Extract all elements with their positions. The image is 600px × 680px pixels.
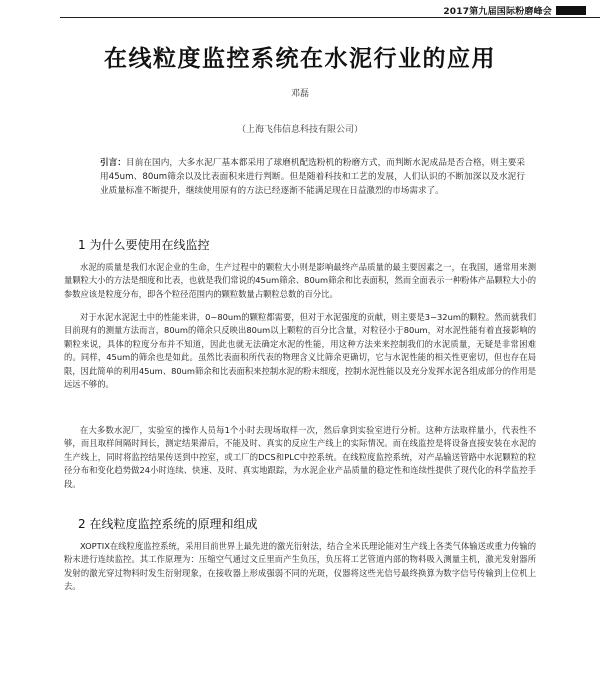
section-heading-1: 1 为什么要使用在线监控 <box>78 238 210 252</box>
section-heading-2: 2 在线粒度监控系统的原理和组成 <box>78 517 258 531</box>
running-header-text: 2017第九届国际粉磨峰会 <box>443 7 552 17</box>
abstract <box>100 156 525 199</box>
section-1-paragraph-1: 水泥的质量是我们水泥企业的生命，生产过程中的颗粒大小则是影响最终产品质量的最主要因素之一，在我国，通常用来测量颗粒大小的方法是细度和比表，也就是我们常说的45um筛余、80um筛余和比表面积，然而全面表示一种粉体产品颗粒大小的参数应该是粒度分布，即各个粒径范围内的颗粒数量占颗粒总数的百分比。 <box>64 262 536 299</box>
article-affiliation: （上海飞伟信息科技有限公司） <box>236 125 363 135</box>
article-author: 邓磊 <box>290 89 309 99</box>
section-1-paragraph-2: 对于水泥水泥泥土中的性能来讲，0~80um的颗粒都需要，但对于水泥强度的贡献，则主要是3~32um的颗粒。然而就我们目前现有的测量方法而言，80um的筛余只反映出80um以上颗粒的百分比含量，对粒径小于80um，对水泥性能有着直接影响的颗粒来说，具体的粒度分布并不知道，因此也就无法确定水泥的性能，用这种方法来来控制我们的水泥质量，无疑是非常困难的。同样，45um的筛余也是如此。虽然比表面积所代表的物理含义比筛余更确切，它与水泥性能的相关性更密切，但也存在局限，因此简单的利用45um、80um筛余和比表面积来控制水泥的粉末细度，控制水泥性能以及充分发挥水泥各组成部分的作用是远远不够的。 <box>64 312 536 390</box>
article-title: 在线粒度监控系统在水泥行业的应用 <box>104 46 496 72</box>
abstract-label: 引言： <box>100 158 127 168</box>
header-block-mark <box>556 6 586 15</box>
abstract-text: 目前在国内，大多水泥厂基本都采用了球磨机配选粉机的粉磨方式，而判断水泥成品是否合格，则主要采用45um、80um筛余以及比表面积来进行判断。但是随着科技和工艺的发展，人们认识的不断加深以及水泥行业质量标准不断提升，继续使用原有的方法已经逐渐不能满足现在日益激烈的市场需求了。 <box>100 158 525 197</box>
header-rule <box>60 17 600 18</box>
running-header <box>443 4 586 17</box>
section-1-paragraph-3: 在大多数水泥厂，实验室的操作人员每1个小时去现场取样一次，然后拿到实验室进行分析。这种方法取样量小，代表性不够，而且取样间隔时间长，测定结果滞后，不能及时、真实的反应生产线上的实际情况。而在线监控是将设备直接安装在水泥的生产线上，同时将监控结果传送到中控室，或工厂的DCS和PLC中控系统。在线粒度监控系统，对产品输送管路中水泥颗粒的粒径分布和变化趋势做24小时连续、快速、及时、真实地跟踪，为水泥企业产品质量的稳定性和连续性提供了现代化的科学监控手段。 <box>64 425 536 489</box>
section-2-paragraph-1: XOPTIX在线粒度监控系统，采用目前世界上最先进的激光衍射法，结合全米氏理论能对生产线上各类气体输送或重力传输的粉末进行连续监控。其工作原理为：压缩空气通过文丘里而产生负压，负压将工艺管道内部的物料吸入测量主机，激光发射器所发射的激光穿过物料时发生衍射现象，在接收器上形成强弱不同的光斑，仪器将这些光信号最终换算为数字信号传输到上位机上去。 <box>64 541 536 592</box>
